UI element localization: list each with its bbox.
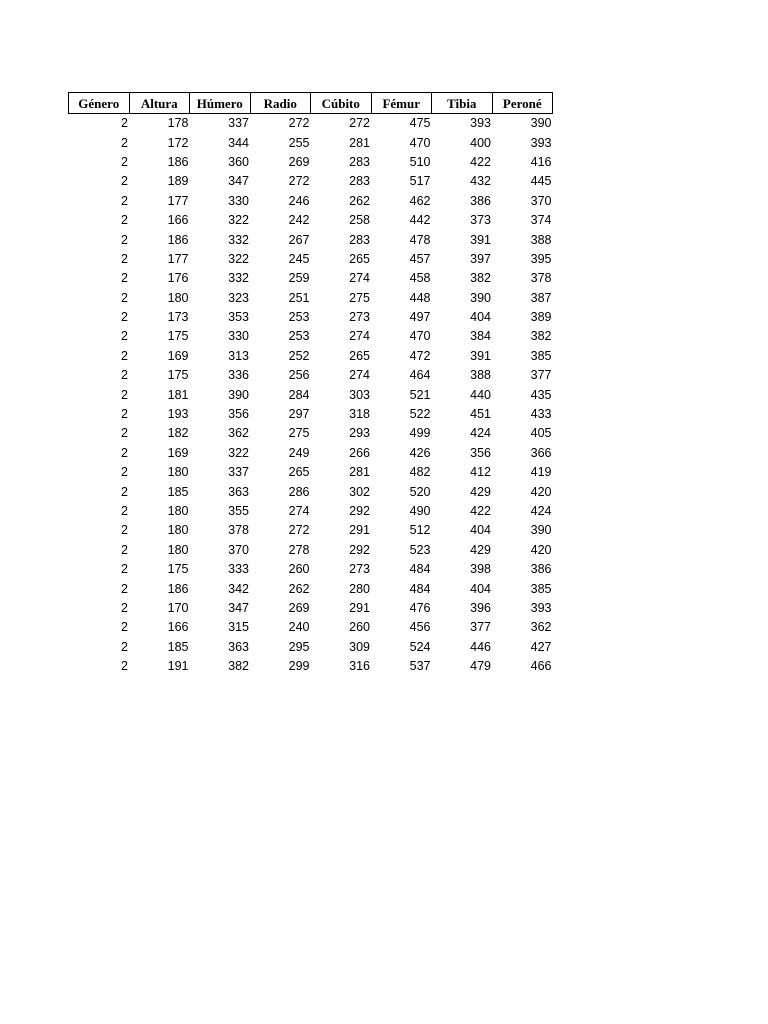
table-cell[interactable]: 386 [470,193,491,208]
table-cell[interactable]: 2 [121,271,128,286]
table-cell[interactable]: 186 [167,232,189,247]
table-cell[interactable]: 283 [349,154,370,169]
table-cell[interactable]: 479 [470,659,491,674]
table-cell[interactable]: 332 [228,232,249,247]
table-cell[interactable]: 386 [530,562,552,577]
table-cell[interactable]: 313 [228,348,249,363]
table-cell[interactable]: 382 [530,329,552,344]
table-cell[interactable]: 356 [470,445,491,460]
table-row [69,482,553,501]
table-cell[interactable]: 253 [288,329,310,344]
table-cell[interactable]: 363 [228,639,249,654]
table-row [69,347,553,366]
table-cell[interactable]: 457 [409,251,431,266]
table-cell[interactable]: 274 [288,504,310,518]
measurements-table [68,92,553,676]
table-cell[interactable]: 391 [470,348,491,363]
table-cell[interactable]: 405 [530,426,552,441]
table-row [69,192,553,211]
table-row [69,230,553,249]
table-cell[interactable]: 2 [121,348,128,363]
table-cell[interactable]: 275 [349,290,370,305]
table-cell[interactable]: 292 [349,542,370,557]
table-cell[interactable]: 181 [167,387,189,402]
table-row [69,599,553,618]
table-cell[interactable]: 265 [288,465,310,480]
table-cell[interactable]: 260 [349,620,370,635]
table-cell[interactable]: 362 [228,426,249,441]
column-header[interactable]: Cúbito [311,93,372,114]
table-cell[interactable]: 336 [228,368,249,383]
table-cell[interactable]: 291 [349,600,370,615]
table-cell[interactable]: 382 [228,659,249,674]
table-row [69,269,553,288]
table-cell[interactable]: 251 [288,290,310,305]
table-row [69,289,553,308]
table-cell[interactable]: 2 [121,251,128,266]
table-row [69,657,553,676]
table-cell[interactable]: 420 [530,484,552,499]
table-cell[interactable]: 176 [167,271,189,286]
table-cell[interactable]: 388 [470,368,491,383]
table-row [69,114,553,134]
table-cell[interactable]: 166 [167,213,189,228]
table-cell[interactable]: 342 [228,581,249,596]
table-cell[interactable]: 245 [288,251,310,266]
table-cell[interactable]: 180 [167,504,189,518]
table-cell[interactable]: 475 [409,116,431,131]
table-cell[interactable]: 466 [530,659,552,674]
table-cell[interactable]: 297 [288,407,310,422]
table-cell[interactable]: 180 [167,523,189,538]
table-cell[interactable]: 173 [167,310,189,325]
table-cell[interactable]: 363 [228,484,249,499]
table-cell[interactable]: 309 [349,639,370,654]
table-cell[interactable]: 393 [530,600,552,615]
table-cell[interactable]: 347 [228,174,249,189]
table-cell[interactable]: 2 [121,154,128,169]
table-cell[interactable]: 523 [409,542,431,557]
table-cell[interactable]: 240 [288,620,310,635]
table-cell[interactable]: 172 [167,135,189,150]
table-cell[interactable]: 274 [349,271,370,286]
table-cell[interactable]: 2 [121,232,128,247]
table-cell[interactable]: 382 [470,271,491,286]
table-cell[interactable]: 269 [288,600,310,615]
table-cell[interactable]: 537 [409,659,431,674]
table-cell[interactable]: 185 [167,484,189,499]
table-cell[interactable]: 387 [530,290,552,305]
table-cell[interactable]: 267 [288,232,310,247]
table-cell[interactable]: 448 [409,290,431,305]
header-row [69,93,553,114]
table-cell[interactable]: 2 [121,600,128,615]
table-cell[interactable]: 362 [530,620,552,635]
table-cell[interactable]: 404 [470,310,491,325]
table-cell[interactable]: 424 [530,504,552,518]
table-cell[interactable]: 275 [288,426,310,441]
table-cell[interactable]: 446 [470,639,491,654]
table-row [69,521,553,540]
table-cell[interactable]: 2 [121,329,128,344]
table-cell[interactable]: 472 [409,348,431,363]
table-cell[interactable]: 166 [167,620,189,635]
table-cell[interactable]: 404 [470,581,491,596]
table-cell[interactable]: 249 [288,445,310,460]
table-cell[interactable]: 322 [228,251,249,266]
table-cell[interactable]: 400 [470,135,491,150]
table-cell[interactable]: 393 [530,135,552,150]
table-cell[interactable]: 373 [470,213,491,228]
table-cell[interactable]: 462 [409,193,431,208]
table-cell[interactable]: 272 [349,116,370,131]
table-cell[interactable]: 442 [409,213,431,228]
table-cell[interactable]: 2 [121,465,128,480]
table-cell[interactable]: 390 [530,523,552,538]
table-cell[interactable]: 281 [349,135,370,150]
table-cell[interactable]: 422 [470,154,491,169]
table-cell[interactable]: 397 [470,251,491,266]
table-cell[interactable]: 470 [409,329,431,344]
table-row [69,424,553,443]
table-cell[interactable]: 259 [288,271,310,286]
table-cell[interactable]: 2 [121,445,128,460]
table-cell[interactable]: 273 [349,310,370,325]
table-cell[interactable]: 322 [228,213,249,228]
table-cell[interactable]: 2 [121,620,128,635]
table-cell[interactable]: 262 [288,581,310,596]
table-cell[interactable]: 416 [530,154,552,169]
table-cell[interactable]: 299 [288,659,310,674]
table-cell[interactable]: 262 [349,193,370,208]
table-cell[interactable]: 377 [530,368,552,383]
table-cell[interactable]: 255 [288,135,310,150]
table-cell[interactable]: 265 [349,251,370,266]
table-cell[interactable]: 2 [121,290,128,305]
table-cell[interactable]: 347 [228,600,249,615]
table-cell[interactable]: 315 [228,620,249,635]
table-cell[interactable]: 2 [121,426,128,441]
table-cell[interactable]: 2 [121,135,128,150]
table-cell[interactable]: 517 [409,174,431,189]
table-row [69,618,553,637]
table-cell[interactable]: 337 [228,116,249,131]
table-cell[interactable]: 384 [470,329,491,344]
table-cell[interactable]: 323 [228,290,249,305]
table-cell[interactable]: 318 [349,407,370,422]
table-cell[interactable]: 273 [349,562,370,577]
table-cell[interactable]: 2 [121,407,128,422]
table-cell[interactable]: 180 [167,542,189,557]
column-header[interactable]: Húmero [190,93,251,114]
table-cell[interactable]: 2 [121,504,128,518]
table-cell[interactable]: 520 [409,484,431,499]
table-row [69,133,553,152]
table-row [69,308,553,327]
table-cell[interactable]: 330 [228,329,249,344]
table-cell[interactable]: 510 [409,154,431,169]
table-cell[interactable]: 283 [349,232,370,247]
table-cell[interactable]: 389 [530,310,552,325]
table-cell[interactable]: 283 [349,174,370,189]
table-cell[interactable]: 356 [228,407,249,422]
table-cell[interactable]: 398 [470,562,491,577]
table-cell[interactable]: 193 [167,407,189,422]
table-cell[interactable]: 393 [470,116,491,131]
table-cell[interactable]: 522 [409,407,431,422]
table-row [69,444,553,463]
table-row [69,366,553,385]
table-cell[interactable]: 470 [409,135,431,150]
table-row [69,153,553,172]
table-cell[interactable]: 260 [288,562,310,577]
column-header[interactable]: Tibia [432,93,493,114]
table-cell[interactable]: 427 [530,639,552,654]
table-cell[interactable]: 429 [470,542,491,557]
table-cell[interactable]: 426 [409,445,431,460]
table-cell[interactable]: 175 [167,368,189,383]
table-cell[interactable]: 175 [167,562,189,577]
table-row [69,541,553,560]
table-row [69,327,553,346]
table-cell[interactable]: 330 [228,193,249,208]
table-cell[interactable]: 278 [288,542,310,557]
table-cell[interactable]: 524 [409,639,431,654]
table-cell[interactable]: 332 [228,271,249,286]
table-cell[interactable]: 391 [470,232,491,247]
table-cell[interactable]: 484 [409,562,431,577]
table-cell[interactable]: 302 [349,484,370,499]
table-cell[interactable]: 182 [167,426,189,441]
table-cell[interactable]: 458 [409,271,431,286]
table-cell[interactable]: 395 [530,251,552,266]
table-body [69,114,553,677]
table-cell[interactable]: 419 [530,465,552,480]
table-row [69,502,553,521]
table-cell[interactable]: 274 [349,368,370,383]
table-cell[interactable]: 322 [228,445,249,460]
table-cell[interactable]: 378 [530,271,552,286]
table-cell[interactable]: 353 [228,310,249,325]
table-row [69,638,553,657]
table-cell[interactable]: 265 [349,348,370,363]
table-cell[interactable]: 2 [121,387,128,402]
table-row [69,463,553,482]
table-cell[interactable]: 478 [409,232,431,247]
table-cell[interactable]: 377 [470,620,491,635]
table-cell[interactable]: 189 [167,174,189,189]
table-cell[interactable]: 484 [409,581,431,596]
table-cell[interactable]: 396 [470,600,491,615]
spreadsheet-area [68,92,553,676]
table-cell[interactable]: 422 [470,504,491,518]
table-cell[interactable]: 456 [409,620,431,635]
table-cell[interactable]: 390 [228,387,249,402]
table-cell[interactable]: 482 [409,465,431,480]
table-cell[interactable]: 2 [121,213,128,228]
table-cell[interactable]: 499 [409,426,431,441]
table-cell[interactable]: 445 [530,174,552,189]
table-cell[interactable]: 366 [530,445,552,460]
table-row [69,250,553,269]
table-cell[interactable]: 433 [530,407,552,422]
table-cell[interactable]: 295 [288,639,310,654]
table-cell[interactable]: 451 [470,407,491,422]
table-cell[interactable]: 272 [288,174,310,189]
table-cell[interactable]: 2 [121,484,128,499]
table-cell[interactable]: 344 [228,135,249,150]
table-cell[interactable]: 476 [409,600,431,615]
table-cell[interactable]: 2 [121,193,128,208]
table-cell[interactable]: 2 [121,368,128,383]
table-cell[interactable]: 429 [470,484,491,499]
table-cell[interactable]: 303 [349,387,370,402]
table-cell[interactable]: 258 [349,213,370,228]
column-header[interactable]: Peroné [492,93,553,114]
table-row [69,405,553,424]
table-cell[interactable]: 432 [470,174,491,189]
column-header[interactable]: Fémur [371,93,432,114]
table-cell[interactable]: 175 [167,329,189,344]
table-cell[interactable]: 170 [167,600,189,615]
table-cell[interactable]: 169 [167,445,189,460]
table-cell[interactable]: 246 [288,193,310,208]
table-cell[interactable]: 512 [409,523,431,538]
table-cell[interactable]: 2 [121,116,128,131]
table-cell[interactable]: 185 [167,639,189,654]
table-cell[interactable]: 521 [409,387,431,402]
table-cell[interactable]: 286 [288,484,310,499]
table-cell[interactable]: 390 [530,116,552,131]
table-cell[interactable]: 333 [228,562,249,577]
table-cell[interactable]: 292 [349,504,370,518]
table-cell[interactable]: 180 [167,290,189,305]
table-cell[interactable]: 2 [121,581,128,596]
table-cell[interactable]: 281 [349,465,370,480]
table-cell[interactable]: 177 [167,193,189,208]
table-cell[interactable]: 269 [288,154,310,169]
table-cell[interactable]: 404 [470,523,491,538]
table-cell[interactable]: 370 [530,193,552,208]
column-header[interactable]: Altura [129,93,190,114]
table-row [69,211,553,230]
table-cell[interactable]: 272 [288,116,310,131]
table-header [69,93,553,114]
table-cell[interactable]: 274 [349,329,370,344]
table-cell[interactable]: 2 [121,174,128,189]
table-cell[interactable]: 177 [167,251,189,266]
table-cell[interactable]: 2 [121,523,128,538]
table-cell[interactable]: 256 [288,368,310,383]
table-cell[interactable]: 388 [530,232,552,247]
table-cell[interactable]: 2 [121,310,128,325]
table-cell[interactable]: 2 [121,562,128,577]
table-cell[interactable]: 412 [470,465,491,480]
table-cell[interactable]: 2 [121,659,128,674]
table-cell[interactable]: 186 [167,581,189,596]
table-cell[interactable]: 169 [167,348,189,363]
table-cell[interactable]: 2 [121,639,128,654]
table-cell[interactable]: 374 [530,213,552,228]
table-cell[interactable]: 316 [349,659,370,674]
table-cell[interactable]: 252 [288,348,310,363]
table-cell[interactable]: 284 [288,387,310,402]
table-cell[interactable]: 253 [288,310,310,325]
table-row [69,560,553,579]
table-cell[interactable]: 464 [409,368,431,383]
table-cell[interactable]: 186 [167,154,189,169]
table-cell[interactable]: 440 [470,387,491,402]
column-header[interactable]: Género [69,93,130,114]
table-cell[interactable]: 272 [288,523,310,538]
table-cell[interactable]: 360 [228,154,249,169]
table-cell[interactable]: 385 [530,581,552,596]
table-cell[interactable]: 293 [349,426,370,441]
table-cell[interactable]: 424 [470,426,491,441]
table-cell[interactable]: 191 [167,659,189,674]
table-row [69,385,553,404]
table-row [69,579,553,598]
table-row [69,172,553,191]
table-cell[interactable]: 370 [228,542,249,557]
table-cell[interactable]: 180 [167,465,189,480]
table-cell[interactable]: 497 [409,310,431,325]
table-cell[interactable]: 355 [228,504,249,518]
table-cell[interactable]: 280 [349,581,370,596]
table-cell[interactable]: 390 [470,290,491,305]
table-cell[interactable]: 420 [530,542,552,557]
column-header[interactable]: Radio [250,93,311,114]
table-cell[interactable]: 435 [530,387,552,402]
table-cell[interactable]: 490 [409,504,431,518]
table-cell[interactable]: 337 [228,465,249,480]
table-cell[interactable]: 178 [167,116,189,131]
table-cell[interactable]: 291 [349,523,370,538]
table-cell[interactable]: 2 [121,542,128,557]
table-cell[interactable]: 385 [530,348,552,363]
table-cell[interactable]: 266 [349,445,370,460]
table-cell[interactable]: 378 [228,523,249,538]
table-cell[interactable]: 242 [288,213,310,228]
